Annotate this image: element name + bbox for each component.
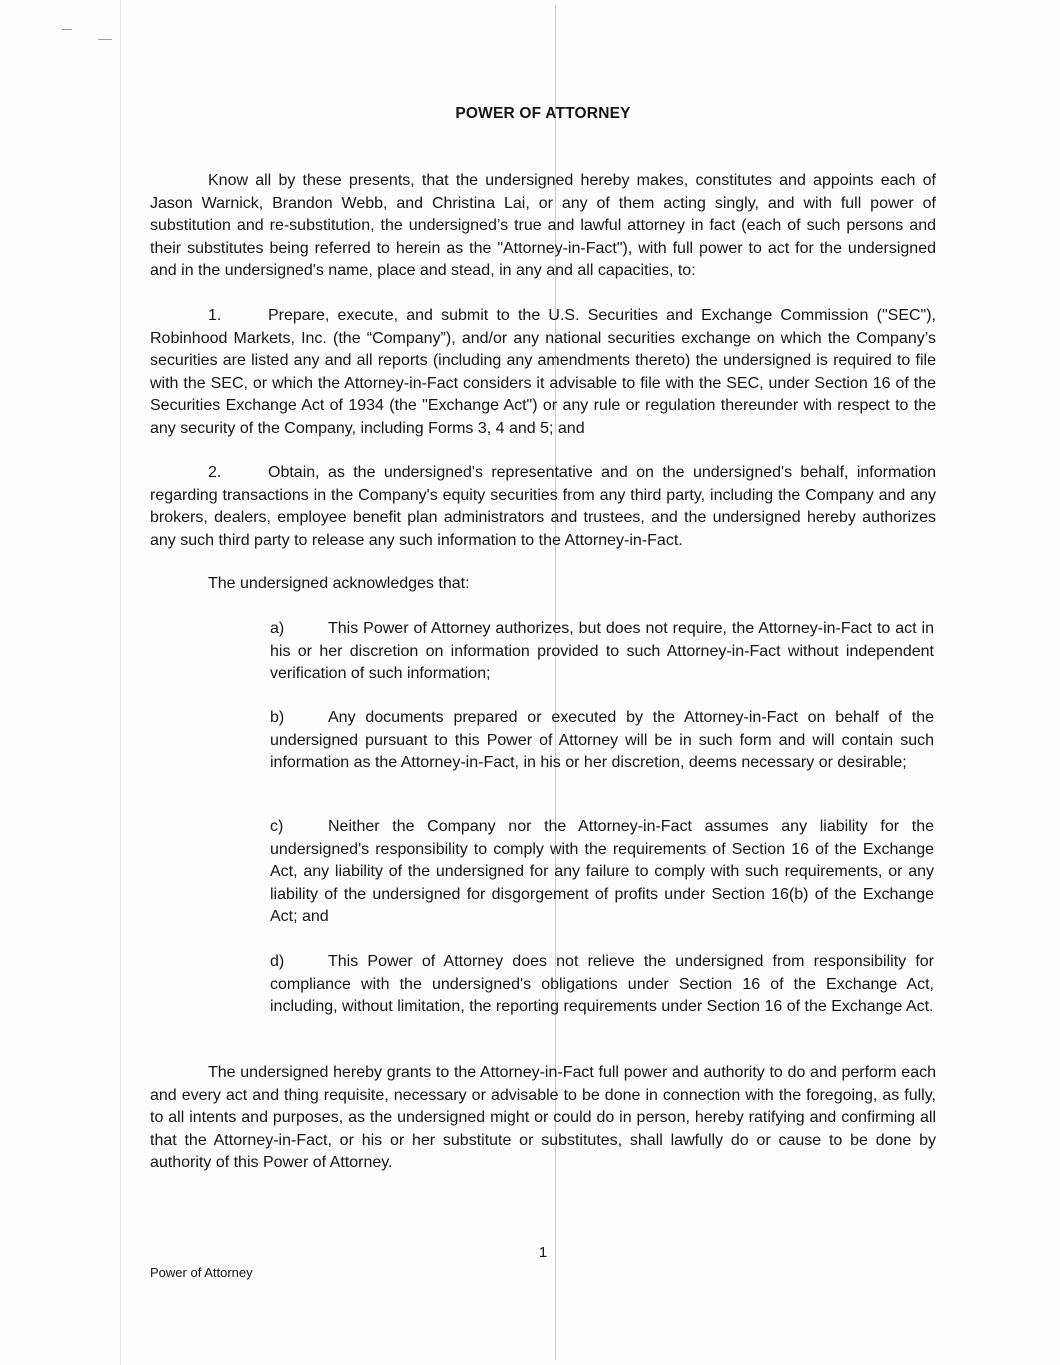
grant-paragraph: The undersigned hereby grants to the Attorney-in-Fact full power and authority to do and perform each and every act and thing requisite, necessary or advisable to be done in connection with the foregoing, as fully, to all intents and purposes, as the undersigned might or could do in person, hereby ratifying and confirming all that the Attorney-in-Fact, or his or her substitute or substitutes, shall lawfully do or cause to be done by authority of this Power of Attorney. xyxy=(150,1064,936,1171)
document-title: POWER OF ATTORNEY xyxy=(455,105,631,122)
sub-item-d xyxy=(270,951,934,1019)
sub-item-a xyxy=(270,618,934,686)
numbered-item-label: 1. xyxy=(208,307,222,324)
sub-item-text: This Power of Attorney authorizes, but does not require, the Attorney-in-Fact to act in his or her discretion on information provided to such Attorney-in-Fact without independent verification of such information; xyxy=(270,620,934,682)
numbered-item-text: Prepare, execute, and submit to the U.S. Securities and Exchange Commission ("SEC"), Robinhood Markets, Inc. (the “Company”), and/or any national securities exchange on which the Company’s securities are listed any and all reports (including any amendments thereto) the undersigned is required to file with the SEC, or which the Attorney-in-Fact considers it advisable to file with the SEC, under Section 16 of the Securities Exchange Act of 1934 (the "Exchange Act") or any rule or regulation thereunder with respect to the any security of the Company, including Forms 3, 4 and 5; and xyxy=(150,307,936,437)
scan-left-edge-line xyxy=(120,0,121,1365)
sub-item-c xyxy=(270,816,934,929)
scan-speck-mark xyxy=(98,39,112,40)
sub-item-label: a) xyxy=(270,620,285,637)
sub-item-text: Neither the Company nor the Attorney-in-Fact assumes any liability for the undersigned's responsibility to comply with the requirements of Section 16 of the Exchange Act, any liability of the undersigned for any failure to comply with such requirements, or any liability of the undersigned for disgorgement of profits under Section 16(b) of the Exchange Act; and xyxy=(270,818,934,925)
intro-paragraph: Know all by these presents, that the undersigned hereby makes, constitutes and appoints each of Jason Warnick, Brandon Webb, and Christina Lai, or any of them acting singly, and with full power of substitution and re-substitution, the undersigned’s true and lawful attorney in fact (each of such persons and their substitutes being referred to herein as the "Attorney-in-Fact"), with full power to act for the undersigned and in the undersigned's name, place and stead, in any and all capacities, to: xyxy=(150,172,936,279)
sub-item-label: d) xyxy=(270,953,285,970)
numbered-item-label: 2. xyxy=(208,464,222,481)
scan-speck-mark xyxy=(62,29,72,30)
sub-item-text: Any documents prepared or executed by the Attorney-in-Fact on behalf of the undersigned pursuant to this Power of Attorney will be in such form and will contain such information as the Attorney-in-Fact, in his or her discretion, deems necessary or desirable; xyxy=(270,709,934,771)
numbered-item-text: Obtain, as the undersigned's representative and on the undersigned's behalf, information regarding transactions in the Company's equity securities from any third party, including the Company and any brokers, dealers, employee benefit plan administrators and trustees, and the undersigned hereby authorizes any such third party to release any such information to the Attorney-in-Fact. xyxy=(150,464,936,549)
sub-item-text: This Power of Attorney does not relieve the undersigned from responsibility for compliance with the undersigned's obligations under Section 16 of the Exchange Act, including, without limitation, the reporting requirements under Section 16 of the Exchange Act. xyxy=(270,953,934,1015)
page-number: 1 xyxy=(538,1244,548,1261)
footer-label: Power of Attorney xyxy=(150,1265,253,1280)
acknowledges-heading: The undersigned acknowledges that: xyxy=(208,575,470,592)
sub-item-label: b) xyxy=(270,709,285,726)
sub-item-b xyxy=(270,707,934,775)
sub-item-label: c) xyxy=(270,818,284,835)
numbered-item-1 xyxy=(150,305,936,440)
numbered-item-2 xyxy=(150,462,936,552)
